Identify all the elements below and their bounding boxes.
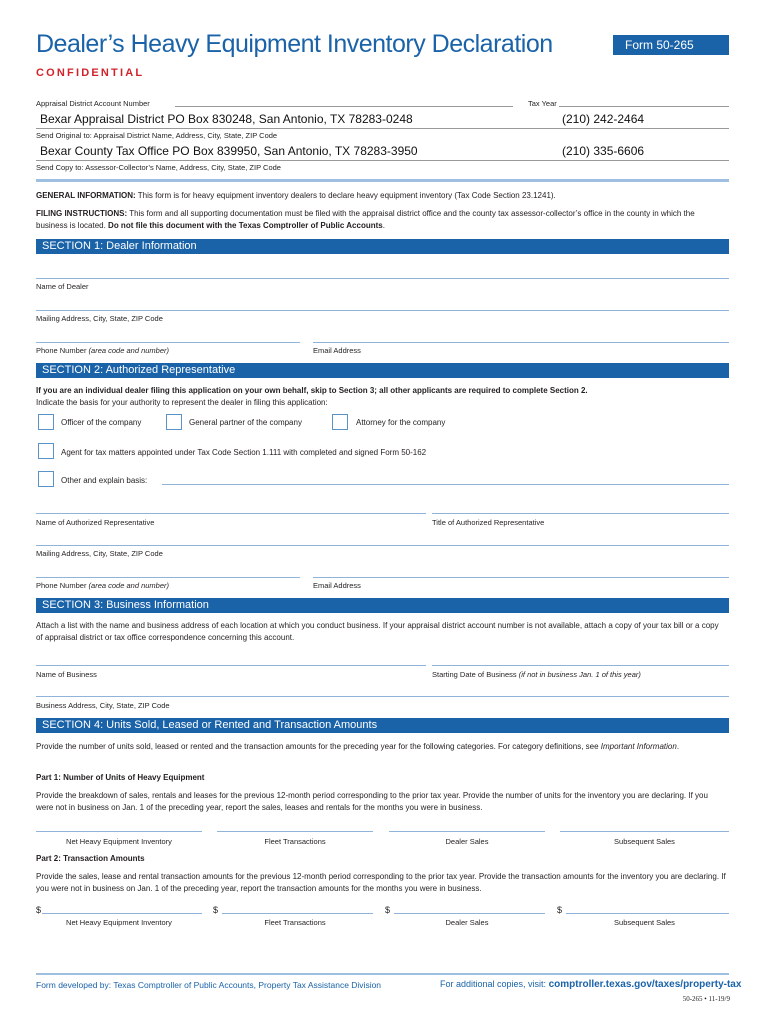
- section-1-header: SECTION 1: Dealer Information: [36, 239, 729, 254]
- footer-divider: [36, 973, 729, 975]
- agent-option-label: Agent for tax matters appointed under Tax Code Section 1.111 with completed and signed Form 50-162: [61, 448, 427, 457]
- rep-title-field[interactable]: [432, 513, 729, 514]
- section-2-intro: Indicate the basis for your authority to represent the dealer in filing this application:: [36, 398, 328, 407]
- rep-email-label: Email Address: [313, 581, 361, 590]
- footer-copies: For additional copies, visit: comptroller.texas.gov/taxes/property-tax: [440, 979, 742, 990]
- send-copy-line: [36, 160, 729, 161]
- officer-option-label: Officer of the company: [61, 418, 142, 427]
- other-explain-field[interactable]: [162, 484, 729, 485]
- send-original-label: Send Original to: Appraisal District Name, Address, City, State, ZIP Code: [36, 131, 278, 140]
- general-partner-checkbox[interactable]: [166, 414, 182, 430]
- general-partner-option-label: General partner of the company: [189, 418, 302, 427]
- send-original-value[interactable]: Bexar Appraisal District PO Box 830248, San Antonio, TX 78283-0248: [40, 112, 413, 126]
- amount-fleet-currency: $: [213, 905, 219, 915]
- section-2-skip-note: If you are an individual dealer filing this application on your own behalf, skip to Section 3; all other applicants are required to complete Section 2.: [36, 386, 588, 395]
- send-original-phone[interactable]: (210) 242-2464: [562, 112, 645, 126]
- footer-copies-link[interactable]: comptroller.texas.gov/taxes/property-tax: [548, 979, 742, 990]
- rep-name-label: Name of Authorized Representative: [36, 518, 155, 527]
- other-checkbox[interactable]: [38, 471, 54, 487]
- general-information: GENERAL INFORMATION: This form is for heavy equipment inventory dealers to declare heavy equipment inventory (Tax Code Section 23.1241).: [36, 191, 556, 200]
- business-name-field[interactable]: [36, 665, 426, 666]
- dealer-email-field[interactable]: [313, 342, 729, 343]
- part-2-instructions: Provide the sales, lease and rental transaction amounts for the previous 12-month period corresponding to the prior tax year. Provide the transaction amounts for the inventory you are declaring. If you were not in business on Jan. 1 of the preceding year, report the transaction amounts for the months you were in business.: [36, 872, 726, 893]
- part-2-title: Part 2: Transaction Amounts: [36, 854, 145, 863]
- amount-dealer-sales-currency: $: [385, 905, 391, 915]
- dealer-phone-field[interactable]: [36, 342, 300, 343]
- section-2-header: SECTION 2: Authorized Representative: [36, 363, 729, 378]
- part-1-instructions: Provide the breakdown of sales, rentals and leases for the previous 12-month period corresponding to the prior tax year. Provide the number of units for the inventory you are declaring. If you were not in business on Jan. 1 of the preceding year, report the sales, leases and rentals for the months you were in business.: [36, 791, 708, 812]
- units-subsequent-label: Subsequent Sales: [614, 837, 675, 846]
- rep-phone-field[interactable]: [36, 577, 300, 578]
- send-copy-label: Send Copy to: Assessor-Collector’s Name, Address, City, State, ZIP Code: [36, 163, 281, 172]
- start-date-field[interactable]: [432, 665, 729, 666]
- form-number-badge: Form 50-265: [613, 35, 729, 55]
- units-subsequent-field[interactable]: [560, 831, 729, 832]
- section-3-instructions: Attach a list with the name and business address of each location at which you conduct business. If your appraisal district account number is not available, attach a copy of your tax bill or a copy of appraisal district or tax office correspondence concerning this account.: [36, 621, 719, 642]
- attorney-checkbox[interactable]: [332, 414, 348, 430]
- account-number-label: Appraisal District Account Number: [36, 99, 150, 108]
- attorney-option-label: Attorney for the company: [356, 418, 446, 427]
- amount-fleet-label: Fleet Transactions: [264, 918, 326, 927]
- filing-instructions: FILING INSTRUCTIONS: This form and all supporting documentation must be filed with the appraisal district office and the county tax assessor-collector’s office in the county in which the business is located. Do not file this document with the Texas Comptroller of Public Accounts.: [36, 209, 695, 230]
- business-address-field[interactable]: [36, 696, 729, 697]
- section-3-header: SECTION 3: Business Information: [36, 598, 729, 613]
- units-net-inventory-field[interactable]: [36, 831, 202, 832]
- units-fleet-label: Fleet Transactions: [264, 837, 326, 846]
- send-copy-phone[interactable]: (210) 335-6606: [562, 144, 645, 158]
- rep-email-field[interactable]: [313, 577, 729, 578]
- dealer-address-label: Mailing Address, City, State, ZIP Code: [36, 314, 163, 323]
- tax-year-label: Tax Year: [528, 99, 557, 108]
- other-option-label: Other and explain basis:: [61, 476, 148, 485]
- footer-form-code: 50-265 • 11-19/9: [682, 995, 730, 1003]
- business-address-label: Business Address, City, State, ZIP Code: [36, 701, 170, 710]
- dealer-address-field[interactable]: [36, 310, 729, 311]
- form-title: Dealer’s Heavy Equipment Inventory Declaration: [36, 30, 553, 58]
- amount-net-inventory-currency: $: [36, 905, 42, 915]
- section-4-intro: Provide the number of units sold, leased or rented and the transaction amounts for the preceding year for the following categories. For category definitions, see Important Information.: [36, 742, 680, 751]
- business-name-label: Name of Business: [36, 670, 97, 679]
- units-fleet-field[interactable]: [217, 831, 373, 832]
- tax-year-field[interactable]: [559, 106, 729, 107]
- amount-net-inventory-field[interactable]: [42, 913, 202, 914]
- part-1-title: Part 1: Number of Units of Heavy Equipment: [36, 773, 205, 782]
- confidential-label: CONFIDENTIAL: [36, 67, 145, 79]
- amount-dealer-sales-field[interactable]: [394, 913, 545, 914]
- units-dealer-sales-field[interactable]: [389, 831, 545, 832]
- units-dealer-sales-label: Dealer Sales: [445, 837, 489, 846]
- amount-dealer-sales-label: Dealer Sales: [445, 918, 489, 927]
- footer-developed-by: Form developed by: Texas Comptroller of Public Accounts, Property Tax Assistance Division: [36, 980, 382, 990]
- rep-address-field[interactable]: [36, 545, 729, 546]
- dealer-phone-label: Phone Number (area code and number): [36, 346, 170, 355]
- amount-subsequent-currency: $: [557, 905, 563, 915]
- start-date-label: Starting Date of Business (if not in business Jan. 1 of this year): [432, 670, 641, 679]
- rep-name-field[interactable]: [36, 513, 426, 514]
- rep-address-label: Mailing Address, City, State, ZIP Code: [36, 549, 163, 558]
- amount-net-inventory-label: Net Heavy Equipment Inventory: [66, 918, 172, 927]
- section-4-header: SECTION 4: Units Sold, Leased or Rented and Transaction Amounts: [36, 718, 729, 733]
- amount-subsequent-field[interactable]: [566, 913, 729, 914]
- dealer-email-label: Email Address: [313, 346, 361, 355]
- amount-fleet-field[interactable]: [222, 913, 373, 914]
- dealer-name-label: Name of Dealer: [36, 282, 89, 291]
- header-divider: [36, 179, 729, 182]
- amount-subsequent-label: Subsequent Sales: [614, 918, 675, 927]
- rep-phone-label: Phone Number (area code and number): [36, 581, 170, 590]
- rep-title-label: Title of Authorized Representative: [432, 518, 545, 527]
- send-original-line: [36, 128, 729, 129]
- dealer-name-field[interactable]: [36, 278, 729, 279]
- agent-checkbox[interactable]: [38, 443, 54, 459]
- account-number-field[interactable]: [175, 106, 513, 107]
- units-net-inventory-label: Net Heavy Equipment Inventory: [66, 837, 172, 846]
- officer-checkbox[interactable]: [38, 414, 54, 430]
- send-copy-value[interactable]: Bexar County Tax Office PO Box 839950, San Antonio, TX 78283-3950: [40, 144, 418, 158]
